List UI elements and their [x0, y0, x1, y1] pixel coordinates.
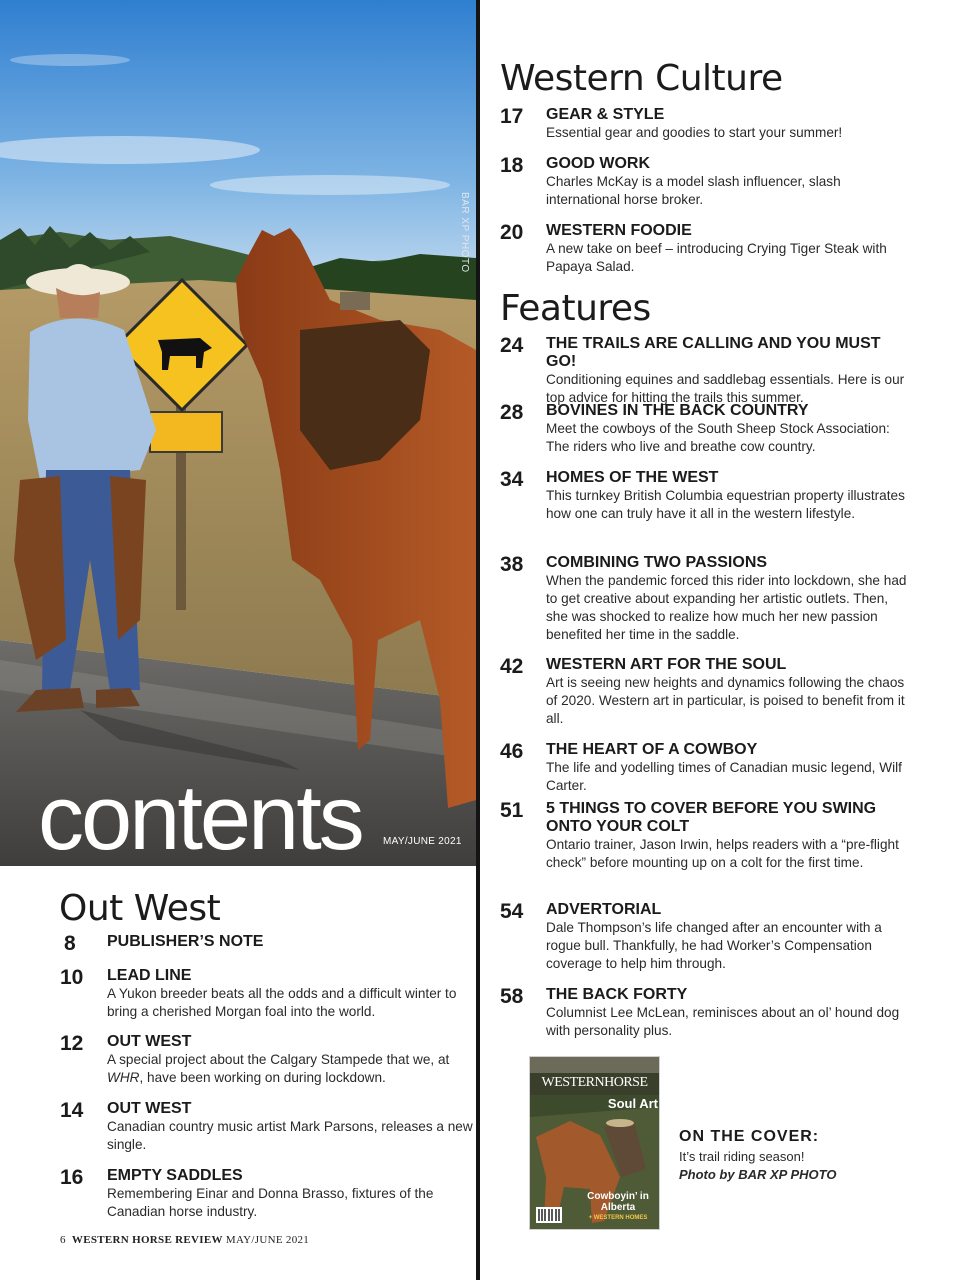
cover-masthead: WESTERNHORSE: [541, 1075, 648, 1090]
magazine-cover-thumbnail[interactable]: [530, 1057, 659, 1229]
photo-credit: BAR XP PHOTO: [459, 192, 470, 273]
entry-title[interactable]: BOVINES IN THE BACK COUNTRY: [546, 402, 809, 419]
cover-headline: Cowboyin’ in Alberta: [587, 1191, 649, 1213]
entry-title[interactable]: PUBLISHER’S NOTE: [107, 933, 264, 950]
entry-title[interactable]: THE HEART OF A COWBOY: [546, 741, 758, 758]
section-heading-features: Features: [500, 288, 651, 329]
page-number: 18: [500, 154, 524, 177]
entry-title[interactable]: THE TRAILS ARE CALLING AND YOU MUST GO!: [546, 335, 881, 370]
entry-description: Charles McKay is a model slash influencer, slash international horse broker.: [546, 174, 841, 207]
cover-tagline: + WESTERN HOMES: [588, 1215, 648, 1221]
cover-caption-text: It’s trail riding season!: [679, 1149, 805, 1164]
entry-description: When the pandemic forced this rider into lockdown, she had to get creative about expanding her artistic outlets. Then, she was shocked to realize how much her new passion benefited her time in the saddle.: [546, 573, 907, 642]
page-number: 12: [60, 1032, 84, 1055]
entry-title[interactable]: OUT WEST: [107, 1033, 192, 1050]
entry-description: A Yukon breeder beats all the odds and a difficult winter to bring a cherished Morgan foal into the world.: [107, 986, 457, 1019]
section-heading-western-culture: Western Culture: [500, 58, 783, 99]
entry-title[interactable]: ADVERTORIAL: [546, 901, 662, 918]
page-number: 10: [60, 966, 84, 989]
page-number: 20: [500, 221, 524, 244]
entry-description: Ontario trainer, Jason Irwin, helps readers with a “pre-flight check” before mounting up on a colt for the first time.: [546, 837, 899, 870]
page-number: 24: [500, 334, 524, 357]
entry-description: The life and yodelling times of Canadian music legend, Wilf Carter.: [546, 760, 902, 793]
entry-description-text: , have been working on during lockdown.: [139, 1070, 386, 1085]
publication-abbreviation: WHR: [107, 1070, 140, 1085]
page-number: 46: [500, 740, 524, 763]
entry-description: Essential gear and goodies to start your summer!: [546, 125, 843, 140]
issue-date: MAY/JUNE 2021: [383, 836, 462, 847]
cover-caption: [679, 1128, 899, 1184]
page-number: 28: [500, 401, 524, 424]
entry-description: Conditioning equines and saddlebag essentials. Here is our top advice for hitting the trails this summer.: [546, 372, 905, 405]
entry-description: Canadian country music artist Mark Parsons, releases a new single.: [107, 1119, 473, 1152]
entry-title[interactable]: COMBINING TWO PASSIONS: [546, 554, 768, 571]
entry-description: [107, 1051, 473, 1087]
page-number: 42: [500, 655, 524, 678]
entry-description: Meet the cowboys of the South Sheep Stock Association: The riders who live and breathe cow country.: [546, 421, 890, 454]
entry-description: Art is seeing new heights and dynamics following the chaos of 2020. Western art in particular, is poised to benefit from it all.: [546, 675, 905, 726]
page-number: 58: [500, 985, 524, 1008]
entry-title[interactable]: 5 THINGS TO COVER BEFORE YOU SWING ONTO YOUR COLT: [546, 800, 877, 835]
entry-title[interactable]: GOOD WORK: [546, 155, 650, 172]
page-number: 54: [500, 900, 524, 923]
entry-title[interactable]: HOMES OF THE WEST: [546, 469, 719, 486]
column-divider: [476, 0, 480, 1280]
entry-title[interactable]: GEAR & STYLE: [546, 106, 665, 123]
contents-title: contents: [38, 767, 362, 866]
entry-description: Columnist Lee McLean, reminisces about an ol’ hound dog with personality plus.: [546, 1005, 900, 1038]
photo-illustration: [0, 0, 476, 866]
cover-headline: Soul Art: [607, 1096, 658, 1111]
entry-title[interactable]: LEAD LINE: [107, 967, 192, 984]
page-number: 34: [500, 468, 524, 491]
cover-caption-label: ON THE COVER:: [679, 1128, 820, 1145]
entry-title[interactable]: THE BACK FORTY: [546, 986, 688, 1003]
footer-publication: WESTERN HORSE REVIEW: [71, 1234, 223, 1246]
entry-description: A new take on beef – introducing Crying Tiger Steak with Papaya Salad.: [546, 241, 887, 274]
cover-photo: [0, 0, 476, 866]
page-footer: [60, 1234, 309, 1246]
page-number: 17: [500, 105, 524, 128]
entry-title[interactable]: OUT WEST: [107, 1100, 192, 1117]
entry-description: Dale Thompson’s life changed after an encounter with a rogue bull. Thankfully, he had Worker’s Compensation coverage to help him through.: [546, 920, 882, 971]
page-number: 16: [60, 1166, 84, 1189]
footer-page-number: 6: [60, 1234, 66, 1246]
page-number: 51: [500, 799, 524, 822]
page-number: 8: [64, 932, 76, 955]
entry-title[interactable]: WESTERN ART FOR THE SOUL: [546, 656, 787, 673]
cover-photo-credit: Photo by BAR XP PHOTO: [679, 1167, 837, 1182]
entry-title[interactable]: WESTERN FOODIE: [546, 222, 692, 239]
page-number: 38: [500, 553, 524, 576]
page-number: 14: [60, 1099, 84, 1122]
footer-issue: MAY/JUNE 2021: [225, 1234, 310, 1246]
entry-description: Remembering Einar and Donna Brasso, fixtures of the Canadian horse industry.: [107, 1186, 434, 1219]
entry-description-text: A special project about the Calgary Stampede that we, at: [107, 1052, 450, 1067]
entry-description: This turnkey British Columbia equestrian property illustrates how one can truly have it all in the western lifestyle.: [546, 488, 905, 521]
entry-title[interactable]: EMPTY SADDLES: [107, 1167, 243, 1184]
section-heading-out-west: Out West: [59, 888, 221, 929]
